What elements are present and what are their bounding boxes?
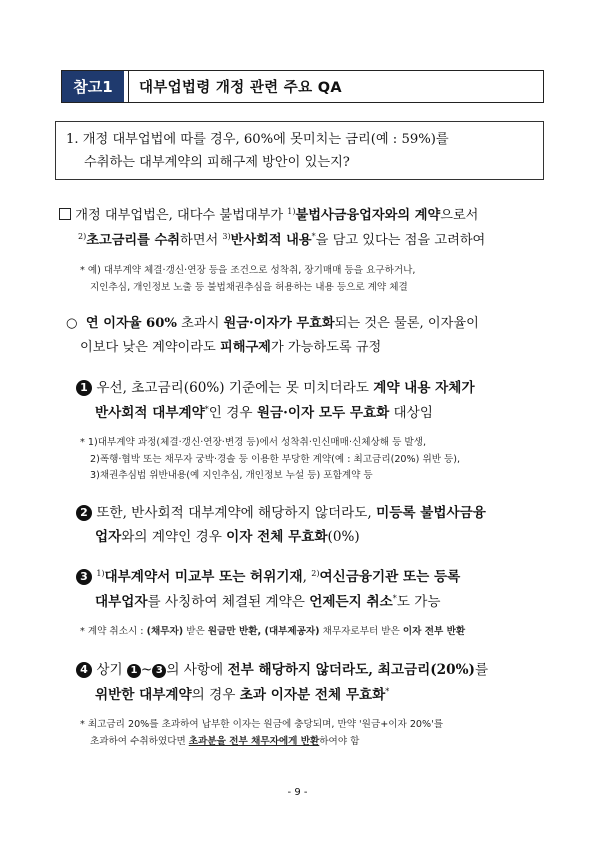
question-line-1: 1. 개정 대부업법에 따를 경우, 60%에 못미치는 금리(예 : 59%)를 <box>66 132 449 147</box>
item-2-line-1: 2 또한, 반사회적 대부계약에 해당하지 않더라도, 미등록 불법사금융 <box>76 501 486 521</box>
number-4-icon: 4 <box>76 662 92 678</box>
circle-bullet: ○ <box>66 316 78 331</box>
item-1-line-2: 반사회적 대부계약*인 경우 원금·이자 모두 무효화 대상임 <box>95 405 433 421</box>
ref-number-3-icon: 3 <box>152 664 166 678</box>
note-2-line-3: 3)채권추심법 위반내용(예 지인추심, 개인정보 누설 등) 포함계약 등 <box>90 470 373 481</box>
question-line-2: 수취하는 대부계약의 피해구제 방안이 있는지? <box>84 155 350 170</box>
number-3-icon: 3 <box>76 569 92 585</box>
section-header <box>61 70 544 103</box>
paragraph-2-line-2: 이보다 낮은 계약이라도 피해구제가 가능하도록 규정 <box>80 340 382 355</box>
question-box <box>55 121 544 180</box>
reference-tag: 참고1 <box>62 71 124 102</box>
ref-number-1-icon: 1 <box>127 664 141 678</box>
item-2-line-2: 업자와의 계약인 경우 이자 전체 무효화(0%) <box>95 529 360 545</box>
note-4-line-2: 초과하여 수취하였다면 초과분을 전부 채무자에게 반환하여야 함 <box>90 736 360 747</box>
number-1-icon: 1 <box>76 380 92 396</box>
paragraph-1-line-1: 개정 대부업법은, 대다수 불법대부가 $^{1)}$불법사금융업자와의 계약으로서 <box>59 204 478 223</box>
note-3: * 계약 취소시 : (채무자) 받은 원금만 반환, (대부제공자) 채무자로부터 받은 이자 전부 반환 <box>80 626 466 637</box>
item-3-line-1: 3 $^{1)}$대부계약서 미교부 또는 허위기재, $^{2)}$여신금융기관 또는 등록 <box>76 565 460 585</box>
paragraph-2-line-1: ○ 연 이자율 60% 초과시 원금·이자가 무효화되는 것은 물론, 이자율이 <box>66 316 479 331</box>
note-1-line-1: * 예) 대부계약 체결·갱신·연장 등을 조건으로 성착취, 장기매매 등을 요구하거나, <box>80 265 416 276</box>
page-number: - 9 - <box>287 787 308 798</box>
number-2-icon: 2 <box>76 505 92 521</box>
paragraph-1-line-2: $^{2)}$초고금리를 수취하면서 $^{3)}$반사회적 내용*을 담고 있다는 점을 고려하여 <box>78 232 486 248</box>
note-2-line-1: * 1)대부계약 과정(체결·갱신·연장·변경 등)에서 성착취·인신매매·신체상해 등 발생, <box>80 437 427 448</box>
page-title: 대부업법령 개정 관련 주요 QA <box>139 80 342 96</box>
note-4-line-1: * 최고금리 20%를 초과하여 납부한 이자는 원금에 충당되며, 만약 '원금+이자 20%'를 <box>80 719 444 730</box>
checkbox-square-icon <box>59 208 71 220</box>
note-1-line-2: 지인추심, 개인정보 노출 등 불법채권추심을 허용하는 내용 등으로 계약 체결 <box>90 282 408 293</box>
item-4-line-1: 4 상기 1 ~ 3 의 사항에 전부 해당하지 않더라도, 최고금리(20%)를 <box>76 658 488 678</box>
item-3-line-2: 대부업자를 사칭하여 체결된 계약은 언제든지 취소*도 가능 <box>95 594 441 610</box>
item-1-line-1: 1 우선, 초고금리(60%) 기준에는 못 미치더라도 계약 내용 자체가 <box>76 376 475 396</box>
item-4-line-2: 위반한 대부계약의 경우 초과 이자분 전체 무효화* <box>95 687 390 703</box>
note-2-line-2: 2)폭행·협박 또는 채무자 궁박·경솔 등 이용한 부당한 계약(예 : 최고금리(20%) 위반 등), <box>90 454 461 465</box>
